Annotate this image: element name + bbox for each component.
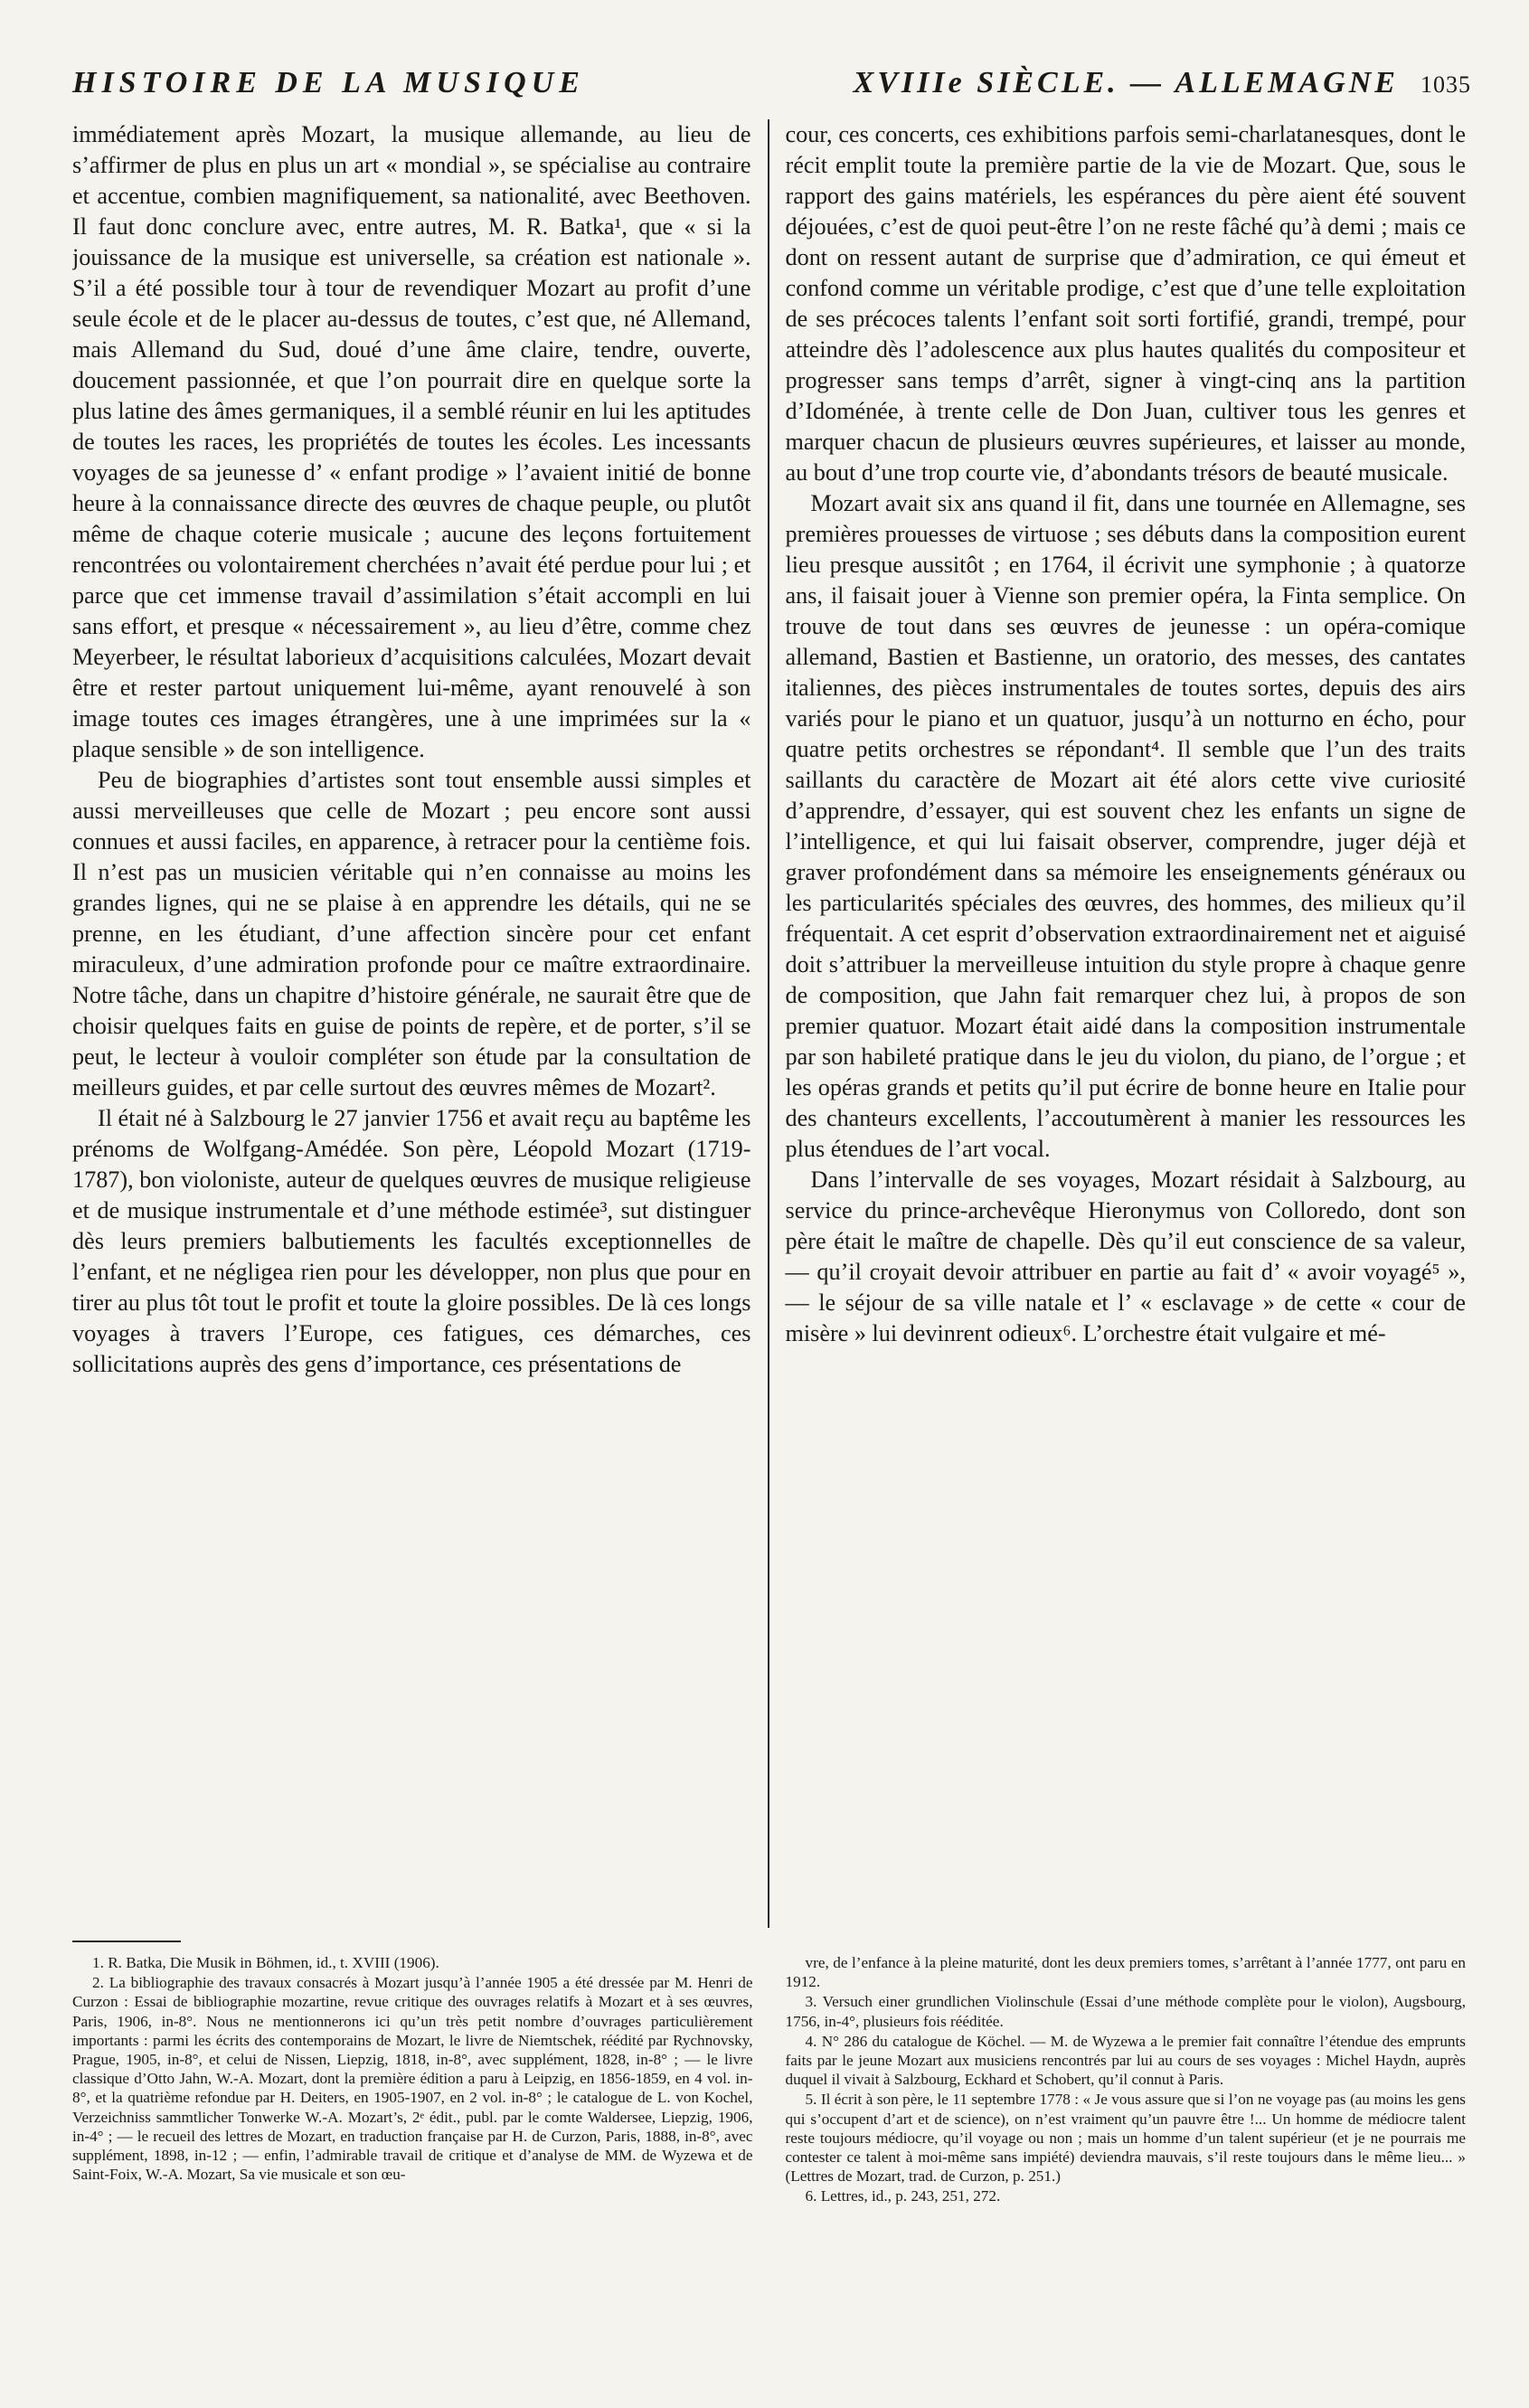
paragraph: cour, ces concerts, ces exhibitions parfois semi-charlatanesques, dont le récit emplit toute la première partie de la vie de Mozart. Que, sous le rapport des gains matériels, les espérances du père aient été souvent déjouées, c’est de quoi peut-être l’on ne reste fâché qu’à demi ; mais ce dont on ressent autant de surprise que d’admiration, ce qui émeut et confond comme un véritable prodige, c’est que d’une telle exploitation de ses précoces talents l’enfant soit sorti fortifié, grandi, trempé, pour atteindre dès l’adolescence aux plus hautes qualités du compositeur et progresser sans temps d’arrêt, signer à vingt-cinq ans la partition d’Idoménée, à trente celle de Don Juan, cultiver tous les genres et marquer chacun de plusieurs œuvres supérieures, et laisser au monde, au bout d’une trop courte vie, d’abondants trésors de beauté musicale. bbox=[785, 121, 1466, 486]
footnote: 2. La bibliographie des travaux consacrés à Mozart jusqu’à l’année 1905 a été dressée par M. Henri de Curzon : Essai de bibliographie mozartine, revue critique des ouvrages relatifs à Mozart et à ses œuvres, Paris, 1906, in-8°. Nous ne mentionnerons ici qu’un très petit nombre d’ouvrages particulièrement importants : parmi les écrits des contemporains de Mozart, le livre de Niemtschek, réédité par Rychnovsky, Prague, 1905, in-8°, et celui de Nissen, Liepzig, 1818, in-8°, avec supplément, 1828, in-8° ; — le livre classique d’Otto Jahn, W.-A. Mozart, dont la première édition a paru à Leipzig, en 1856-1859, en 4 vol. in-8°, et la quatrième refondue par H. Deiters, en 1905-1907, en 2 vol. in-8° ; le catalogue de L. von Kochel, Verzeichniss sammtlicher Tonwerke W.-A. Mozart’s, 2ᵉ édit., publ. par le comte Waldersee, Liepzig, 1906, in-4° ; — le recueil des lettres de Mozart, en traduction française par H. de Curzon, Paris, 1888, in-8°, avec supplément, 1898, in-12 ; — enfin, l’admirable travail de critique et d’analyse de MM. de Wyzewa et de Saint-Foix, W.-A. Mozart, Sa vie musicale et son œu- bbox=[72, 1974, 753, 2184]
paragraph: Il était né à Salzbourg le 27 janvier 1756 et avait reçu au baptême les prénoms de Wolfgang-Amédée. Son père, Léopold Mozart (1719-1787), bon violoniste, auteur de quelques œuvres de musique religieuse et de musique instrumentale et d’une méthode estimée³, sut distinguer dès leurs premiers balbutiements les facultés exceptionnelles de l’enfant, et ne négligea rien pour les développer, non plus que pour en tirer au plus tôt tout le profit et toute la gloire possibles. De là ces longs voyages à travers l’Europe, ces fatigues, ces démarches, ces sollicitations auprès des gens d’importance, ces présentations de bbox=[72, 1105, 751, 1377]
page-number: 1035 bbox=[1420, 71, 1471, 98]
footnotes-right-column bbox=[786, 1953, 1467, 2342]
footnote: 4. N° 286 du catalogue de Köchel. — M. de Wyzewa a le premier fait connaître l’étendue des emprunts faits par le jeune Mozart aux musiciens rencontrés par lui au cours de ses voyages : Michel Haydn, auprès duquel il vivait à Salzbourg, Eckhard et Schobert, qu’il connut à Paris. bbox=[785, 2032, 1466, 2089]
paragraph: Mozart avait six ans quand il fit, dans une tournée en Allemagne, ses premières prouesses de virtuose ; ses débuts dans la composition eurent lieu presque aussitôt ; en 1764, il écrivit une symphonie ; à quatorze ans, il faisait jouer à Vienne son premier opéra, la Finta semplice. On trouve de tout dans ses œuvres de jeunesse : un opéra-comique allemand, Bastien et Bastienne, un oratorio, des messes, des cantates italiennes, des pièces instrumentales de toutes sortes, depuis des airs variés pour le piano et un quatuor, jusqu’à un notturno en écho, pour quatre petits orchestres se répondant⁴. Il semble que l’un des traits saillants du caractère de Mozart ait été alors cette vive curiosité d’apprendre, d’essayer, qui est souvent chez les enfants un signe de l’intelligence, et qui lui faisait observer, comprendre, juger déjà et graver profondément dans sa mémoire les enseignements généraux ou les particularités spéciales des œuvres, des hommes, des milieux qu’il fréquentait. A cet esprit d’observation extraordinairement net et aiguisé doit s’attribuer la merveilleuse intuition du style propre à chaque genre de composition, que Jahn fait remarquer chez lui, à propos de son premier quatuor. Mozart était aidé dans la composition instrumentale par son habileté pratique dans le jeu du violon, du piano, de l’orgue ; et les opéras grands et petits qu’il put écrire de bonne heure en Italie pour des chanteurs excellents, l’accoutumèrent à manier les ressources les plus étendues de l’art vocal. bbox=[785, 490, 1466, 1162]
header-right-group bbox=[854, 66, 1471, 100]
footnotes bbox=[72, 1953, 1466, 2342]
footnote: vre, de l’enfance à la pleine maturité, dont les deux premiers tomes, s’arrêtant à l’année 1777, ont paru en 1912. bbox=[785, 1954, 1466, 1991]
paragraph: Peu de biographies d’artistes sont tout ensemble aussi simples et aussi merveilleuses que celle de Mozart ; peu encore sont aussi connues et aussi faciles, en apparence, à retracer pour la centième fois. Il n’est pas un musicien véritable qui n’en connaisse au moins les grandes lignes, qui ne se plaise à en apprendre les détails, qui ne se prenne, en les étudiant, d’une affection sincère pour cet enfant miraculeux, d’une admiration profonde pour ce maître extraordinaire. Notre tâche, dans un chapitre d’histoire générale, ne saurait être que de choisir quelques faits en guise de points de repère, et de porter, s’il se peut, le lecteur à vouloir compléter son étude par la consultation de meilleurs guides, et par celle surtout des œuvres mêmes de Mozart². bbox=[72, 767, 751, 1100]
footnote: 6. Lettres, id., p. 243, 251, 272. bbox=[805, 2187, 1001, 2205]
footnote: 1. R. Batka, Die Musik in Böhmen, id., t. XVIII (1906). bbox=[92, 1954, 439, 1971]
footnote: 5. Il écrit à son père, le 11 septembre 1778 : « Je vous assure que si l’on ne voyage pas (au moins les gens qui s’occupent d’art et de science), on n’est vraiment qu’un pauvre être !... Un homme de médiocre talent reste toujours médiocre, qu’il voyage ou non ; mais un homme d’un talent supérieur (et je ne pourrais me contester ce talent à moi-même sans impiété) deviendra mauvais, s’il reste toujours dans le même lieu... » (Lettres de Mozart, trad. de Curzon, p. 251.) bbox=[785, 2091, 1466, 2186]
header-book-title: HISTOIRE DE LA MUSIQUE bbox=[72, 66, 585, 99]
right-column bbox=[769, 119, 1467, 1928]
footnote-rule bbox=[72, 1941, 181, 1942]
left-column bbox=[72, 119, 769, 1928]
paragraph: Dans l’intervalle de ses voyages, Mozart résidait à Salzbourg, au service du prince-archevêque Hieronymus von Colloredo, dont son père était le maître de chapelle. Dès qu’il eut conscience de sa valeur, — qu’il croyait devoir attribuer en partie au fait d’ « avoir voyagé⁵ », — le séjour de sa ville natale et l’ « esclavage » de cette « cour de misère » lui devinrent odieux⁶. L’orchestre était vulgaire et mé- bbox=[785, 1166, 1466, 1346]
header-section-title: XVIIIe SIÈCLE. — ALLEMAGNE bbox=[853, 66, 1399, 99]
body-text bbox=[72, 119, 1466, 1928]
running-header bbox=[72, 58, 1471, 109]
footnotes-left-column bbox=[72, 1953, 753, 2342]
paragraph: immédiatement après Mozart, la musique allemande, au lieu de s’affirmer de plus en plus un art « mondial », se spécialise au contraire et accentue, combien magnifiquement, sa nationalité, avec Beethoven. Il faut donc conclure avec, entre autres, M. R. Batka¹, que « si la jouissance de la musique est universelle, sa création est nationale ». S’il a été possible tour à tour de revendiquer Mozart au profit d’une seule école et de le placer au-dessus de toutes, c’est que, né Allemand, mais Allemand du Sud, doué d’une âme claire, tendre, ouverte, doucement passionnée, et que l’on pourrait dire en quelque sorte la plus latine des âmes germaniques, il a semblé réunir en lui les aptitudes de toutes les races, les propriétés de toutes les écoles. Les incessants voyages de sa jeunesse d’ « enfant prodige » l’avaient initié de bonne heure à la connaissance directe des œuvres de chaque peuple, ou plutôt même de chaque coterie musicale ; aucune des leçons fortuitement rencontrées ou volontairement cherchées n’avait été perdue pour lui ; et parce que cet immense travail d’assimilation s’était accompli en lui sans effort, et presque « nécessairement », au lieu d’être, comme chez Meyerbeer, le résultat laborieux d’acquisitions calculées, Mozart devait être et rester partout uniquement lui-même, ayant renouvelé à son image toutes ces images étrangères, une à une imprimées sur la « plaque sensible » de son intelligence. bbox=[72, 121, 751, 762]
footnote: 3. Versuch einer grundlichen Violinschule (Essai d’une méthode complète pour le violon), Augsbourg, 1756, in-4°, plusieurs fois rééditée. bbox=[785, 1993, 1466, 2030]
